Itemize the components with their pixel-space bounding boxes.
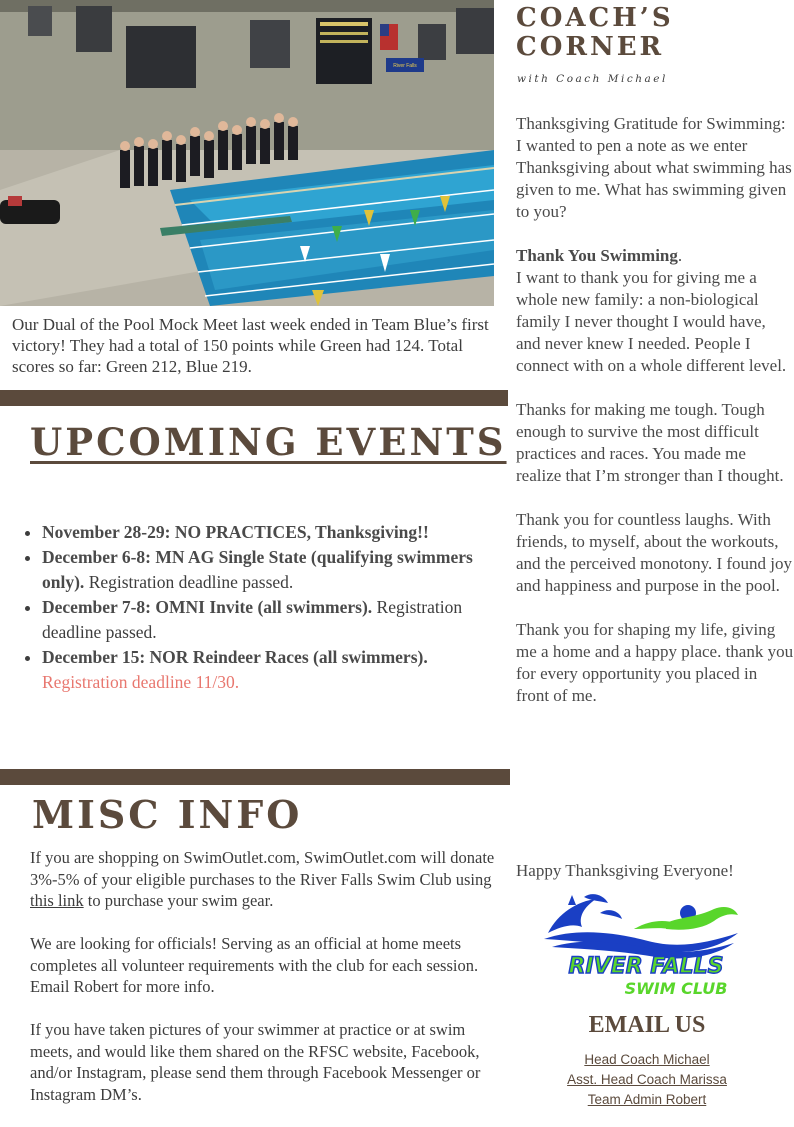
meet-result-caption: Our Dual of the Pool Mock Meet last week ended in Team Blue’s first victory! They had a total of 150 points while Green had 124. Total scores so far: Green 212, Blue 219. [12,315,489,376]
event-title: November 28-29: NO PRACTICES, Thanksgiving!! [42,522,429,542]
thank-you-text: I want to thank you for giving me a whole new family: a non-biological family I never thought I would have, and never knew I needed. People I connect with on a whole different level. [516,268,787,375]
event-deadline: Registration deadline 11/30. [42,672,240,692]
coach-title-line2: CORNER [516,32,665,62]
thank-you-heading: Thank You Swimming [516,246,678,265]
divider-band-bottom [0,769,510,785]
event-item [42,645,512,695]
upcoming-events-heading: UPCOMING EVENTS [30,420,507,464]
officials-paragraph: We are looking for officials! Serving as an official at home meets completes all volunteer requirements with the club for each session. Email Robert for more info. [30,934,479,996]
divider-band-top [0,390,508,406]
events-list [20,520,512,695]
coach-subtitle: with Coach Michael [517,73,668,85]
swimoutlet-text-end: to purchase your swim gear. [83,891,274,910]
photo-banner-text: River Falls [393,63,417,69]
coach-corner-heading [516,4,674,62]
swimoutlet-link[interactable]: this link [30,891,84,910]
closing-line: Happy Thanksgiving Everyone! [516,861,734,880]
event-title: December 7-8: OMNI Invite (all swimmers). [42,597,373,617]
coach-paragraph: Thank you for shaping my life, giving me a home and a happy place. thank you for every opportunity you placed in front of me. [516,620,794,705]
swimoutlet-paragraph [30,847,508,912]
pool-scene-icon [0,0,494,306]
coach-paragraph: Thanks for making me tough. Tough enough to survive the most difficult practices and races. You made me realize that I’m stronger than I thought. [516,400,784,485]
swimoutlet-text: If you are shopping on SwimOutlet.com, SwimOutlet.com will donate 3%-5% of your eligible purchases to the River Falls Swim Club using [30,848,495,889]
coach-corner-body [516,113,794,729]
coach-paragraph [516,245,794,377]
head-coach-link[interactable]: Head Coach Michael [584,1052,710,1067]
coach-title-line1: COACH’S [516,3,674,33]
swim-meet-photo [0,0,494,306]
pictures-paragraph: If you have taken pictures of your swimmer at practice or at swim meets, and would like them shared on the RFSC website, Facebook, and/or Instagram, please send them through Facebook Messenger or Instagram DM’s. [30,1020,481,1104]
event-title: December 6-8: MN AG Single State (qualifying swimmers only). [42,547,473,592]
misc-info-body [30,847,508,1127]
asst-head-coach-link[interactable]: Asst. Head Coach Marissa [567,1072,727,1087]
team-admin-link[interactable]: Team Admin Robert [587,1092,707,1107]
event-item [42,545,512,595]
event-title: December 15: NOR Reindeer Races (all swimmers). [42,647,428,667]
swimmer-logo-icon [538,893,754,999]
email-us-heading: EMAIL US [588,1012,706,1038]
logo-text-swim-club: SWIM CLUB [624,979,728,998]
logo-text-river-falls: RIVER FALLS [568,954,724,979]
event-note: Registration deadline passed. [42,597,463,642]
event-item [42,595,512,645]
river-falls-logo [538,893,754,999]
coach-paragraph: Thank you for countless laughs. With friends, to myself, about the workouts, and the perceived monotony. I found joy and happiness and purpose in the pool. [516,510,793,595]
contact-links [520,1050,774,1110]
event-note: Registration deadline passed. [84,572,294,592]
coach-paragraph: Thanksgiving Gratitude for Swimming: I wanted to pen a note as we enter Thanksgiving about what swimming has given to me. What has swimming given to you? [516,114,792,221]
misc-info-heading: MISC INFO [32,792,303,837]
thank-you-dot: . [677,246,683,265]
event-item [42,520,512,545]
